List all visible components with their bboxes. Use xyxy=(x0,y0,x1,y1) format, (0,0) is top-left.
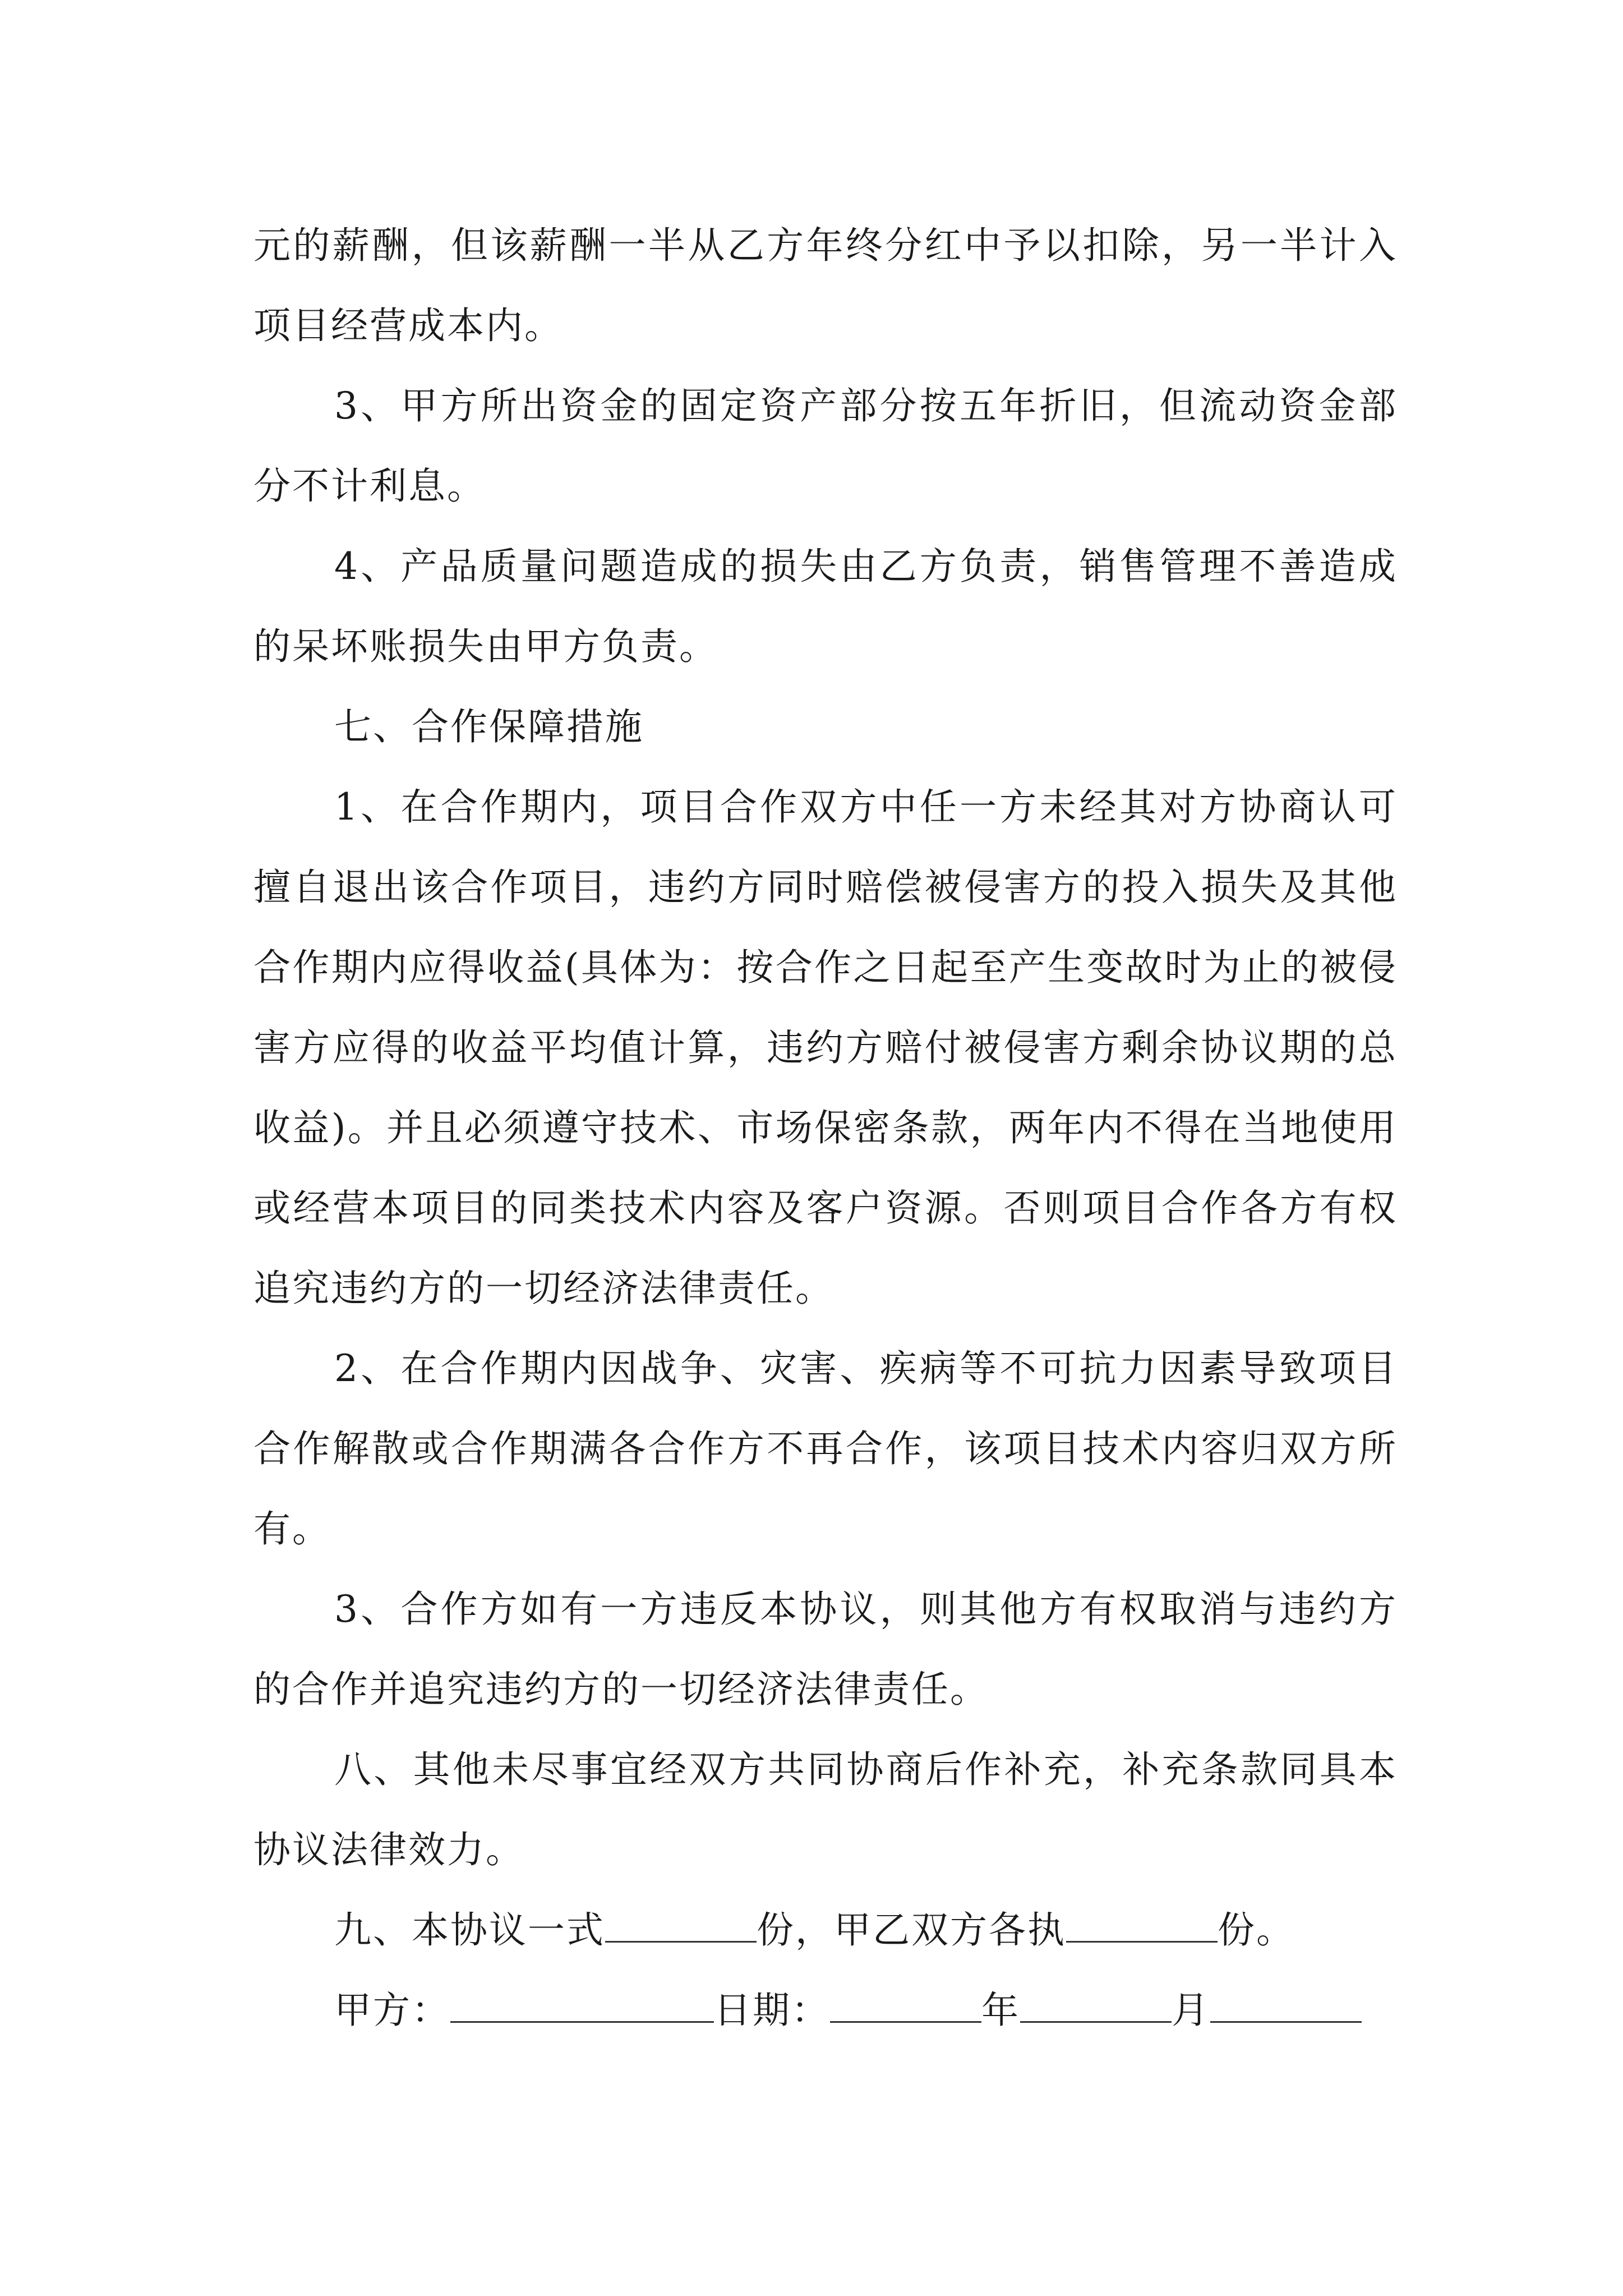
party-a-signature-blank[interactable] xyxy=(450,1989,714,2023)
copies-prefix: 九、本协议一式 xyxy=(334,1908,605,1952)
paragraph-salary-clause: 元的薪酬，但该薪酬一半从乙方年终分红中予以扣除，另一半计入项目经营成本内。 xyxy=(253,224,1398,347)
year-label: 年 xyxy=(981,1989,1020,2032)
copies-line xyxy=(253,1890,1398,1970)
paragraph-clause-4-losses: 4、产品质量问题造成的损失由乙方负责，销售管理不善造成的呆坏账损失由甲方负责。 xyxy=(253,545,1398,668)
document-body xyxy=(253,205,1398,2050)
section-8-supplementary: 八、其他未尽事宜经双方共同协商后作补充，补充条款同具本协议法律效力。 xyxy=(253,1748,1398,1871)
paragraph-guarantee-2-force-majeure: 2、在合作期内因战争、灾害、疾病等不可抗力因素导致项目合作解散或合作期满各合作方不再合作，该项目技术内容归双方所有。 xyxy=(253,1347,1398,1550)
copies-suffix: 份。 xyxy=(1218,1908,1295,1952)
copies-total-blank[interactable] xyxy=(605,1908,757,1943)
date-month-blank[interactable] xyxy=(1020,1989,1172,2023)
copies-each-blank[interactable] xyxy=(1066,1908,1218,1943)
paragraph-guarantee-1-breach: 1、在合作期内，项目合作双方中任一方未经其对方协商认可擅自退出该合作项目，违约方同时赔偿被侵害方的投入损失及其他合作期内应得收益(具体为：按合作之日起至产生变故时为止的被侵害方应得的收益平均值计算，违约方赔付被侵害方剩余协议期的总收益)。并且必须遵守技术、市场保密条款，两年内不得在当地使用或经营本项目的同类技术内容及客户资源。否则项目合作各方有权追究违约方的一切经济法律责任。 xyxy=(253,785,1398,1310)
month-label: 月 xyxy=(1172,1989,1210,2032)
section-heading-7-guarantees: 七、合作保障措施 xyxy=(334,705,644,748)
copies-middle: 份，甲乙双方各执 xyxy=(757,1908,1066,1952)
paragraph-guarantee-3-violation: 3、合作方如有一方违反本协议，则其他方有权取消与违约方的合作并追究违约方的一切经济法律责任。 xyxy=(253,1588,1398,1711)
signature-line xyxy=(253,1970,1398,2050)
date-label: 日期： xyxy=(714,1989,830,2032)
date-day-blank[interactable] xyxy=(1210,1989,1362,2023)
party-a-label: 甲方： xyxy=(334,1989,450,2032)
date-year-blank[interactable] xyxy=(830,1989,981,2023)
paragraph-clause-3-depreciation: 3、甲方所出资金的固定资产部分按五年折旧，但流动资金部分不计利息。 xyxy=(253,384,1398,508)
